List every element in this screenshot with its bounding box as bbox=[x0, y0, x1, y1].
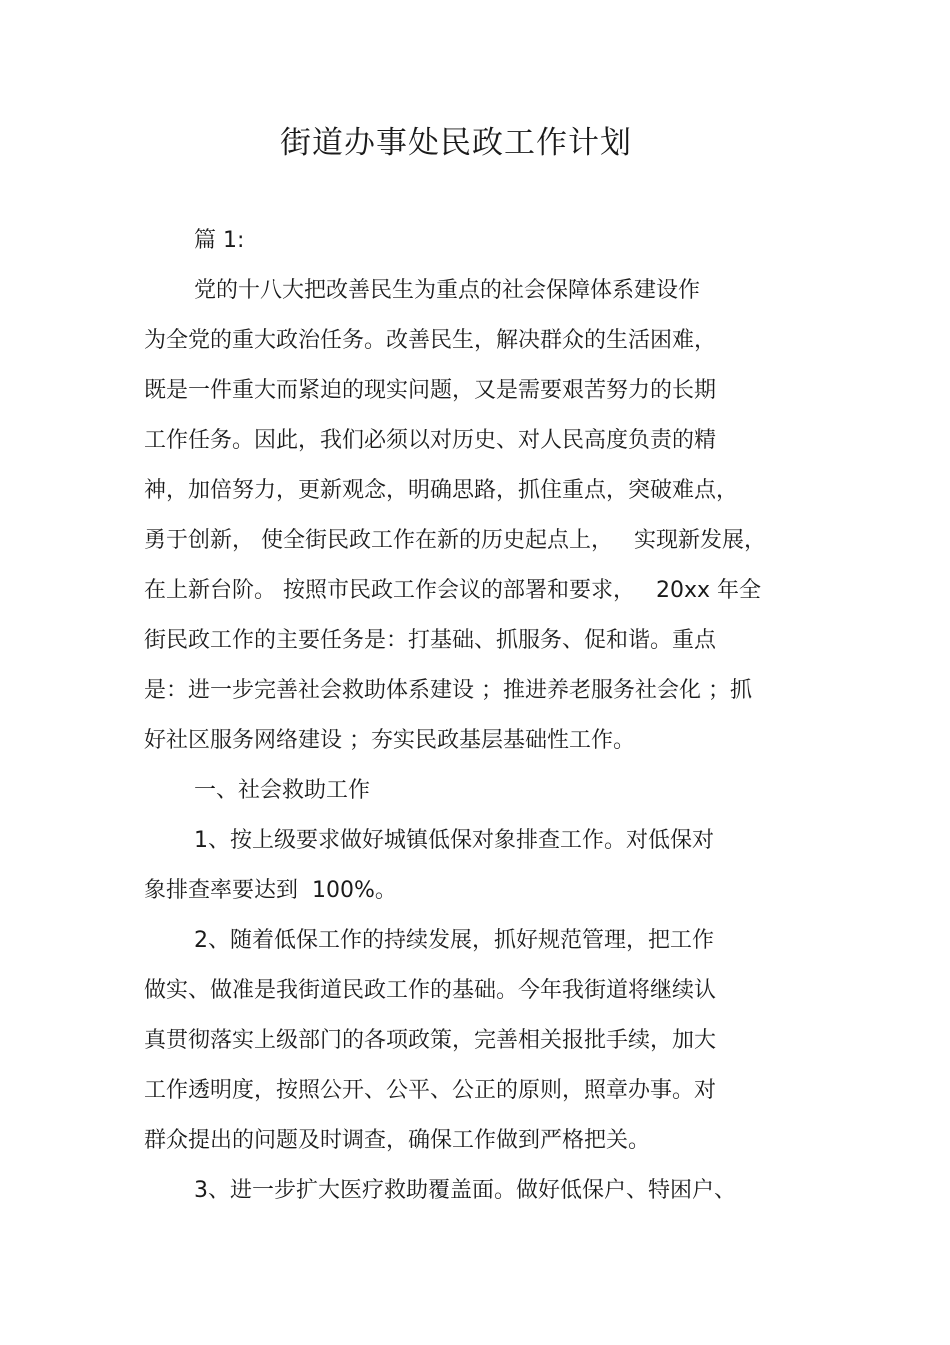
paragraph-line: 真贯彻落实上级部门的各项政策，完善相关报批手续，加大 bbox=[144, 1028, 717, 1053]
paragraph-line: 工作任务。因此，我们必须以对历史、对人民高度负责的精 bbox=[144, 428, 717, 453]
paragraph-line: 2、随着低保工作的持续发展，抓好规范管理，把工作 bbox=[194, 928, 714, 953]
paragraph-line: 做实、做准是我街道民政工作的基础。今年我街道将继续认 bbox=[144, 978, 717, 1003]
paragraph-line: 党的十八大把改善民生为重点的社会保障体系建设作 bbox=[194, 278, 701, 303]
paragraph-line: 神，加倍努力，更新观念，明确思路，抓住重点，突破难点， bbox=[144, 478, 739, 503]
paragraph-line: 在上新台阶。 按照市民政工作会议的部署和要求， 20xx 年全 bbox=[144, 578, 762, 603]
paragraph-line: 是：进一步完善社会救助体系建设 ；推进养老服务社会化 ；抓 bbox=[144, 678, 752, 703]
paragraph-line: 既是一件重大而紧迫的现实问题，又是需要艰苦努力的长期 bbox=[144, 378, 717, 403]
paragraph-line: 工作透明度，按照公开、公平、公正的原则，照章办事。对 bbox=[144, 1078, 717, 1103]
paragraph-line: 1、按上级要求做好城镇低保对象排查工作。对低保对 bbox=[194, 828, 714, 853]
section-label: 篇 1: bbox=[194, 228, 245, 253]
paragraph-line: 为全党的重大政治任务。改善民生，解决群众的生活困难， bbox=[144, 328, 717, 353]
paragraph-line: 街民政工作的主要任务是：打基础、抓服务、促和谐。重点 bbox=[144, 628, 717, 653]
paragraph-line: 好社区服务网络建设 ；夯实民政基层基础性工作。 bbox=[144, 728, 635, 753]
paragraph-line: 群众提出的问题及时调查，确保工作做到严格把关。 bbox=[144, 1128, 651, 1153]
paragraph-line: 3、进一步扩大医疗救助覆盖面。做好低保户、特困户、 bbox=[194, 1178, 736, 1203]
document-title: 街道办事处民政工作计划 bbox=[280, 125, 632, 161]
paragraph-line: 勇于创新， 使全街民政工作在新的历史起点上， 实现新发展， bbox=[144, 528, 766, 553]
paragraph-line: 象排查率要达到 100%。 bbox=[144, 878, 397, 903]
section-heading: 一、社会救助工作 bbox=[194, 778, 371, 803]
